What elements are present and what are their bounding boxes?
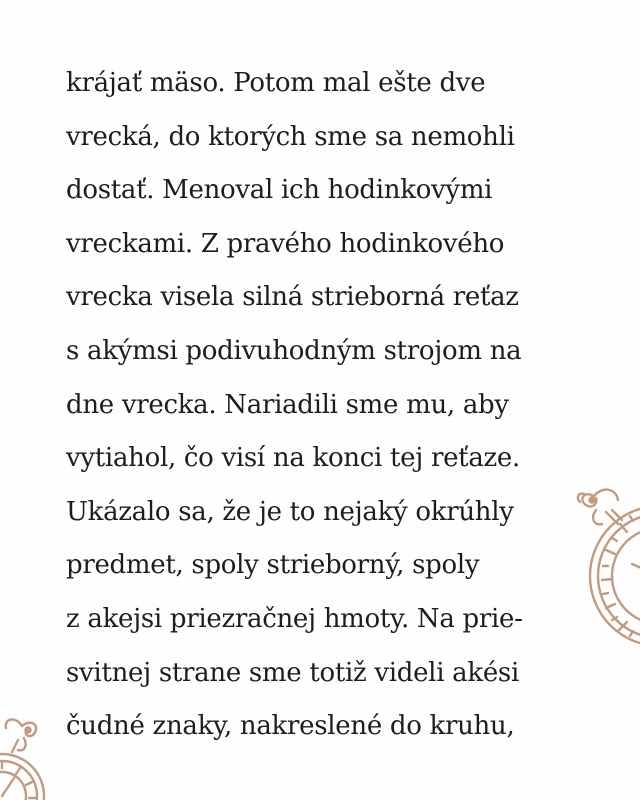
text-line-2: vrecká, do ktorých sme sa nemohli	[66, 121, 515, 152]
text-line-9: Ukázalo sa, že je to nejaký okrúhly	[66, 496, 514, 527]
body-text	[66, 57, 626, 754]
text-line-3: dostať. Menoval ich hodinkovými	[66, 175, 493, 206]
text-line-7: dne vrecka. Nariadili sme mu, aby	[66, 389, 509, 420]
text-line-12: svitnej strane sme totiž videli akési	[66, 657, 519, 688]
text-line-13: čudné znaky, nakreslené do kruhu,	[66, 711, 515, 742]
pocket-watch-ornament-icon	[0, 708, 50, 800]
text-line-10: predmet, spoly strieborný, spoly	[66, 550, 480, 581]
text-line-6: s akýmsi podivuhodným strojom na	[66, 335, 522, 366]
text-line-8: vytiahol, čo visí na konci tej reťaze.	[66, 443, 520, 474]
text-line-11: z akejsi priezračnej hmoty. Na prie-	[66, 603, 523, 634]
text-line-1: krájať mäso. Potom mal ešte dve	[66, 68, 486, 98]
pocket-watch-ornament-icon	[572, 468, 640, 668]
text-line-5: vrecka visela silná strieborná reťaz	[66, 282, 519, 313]
text-line-4: vreckami. Z pravého hodinkového	[66, 228, 505, 259]
